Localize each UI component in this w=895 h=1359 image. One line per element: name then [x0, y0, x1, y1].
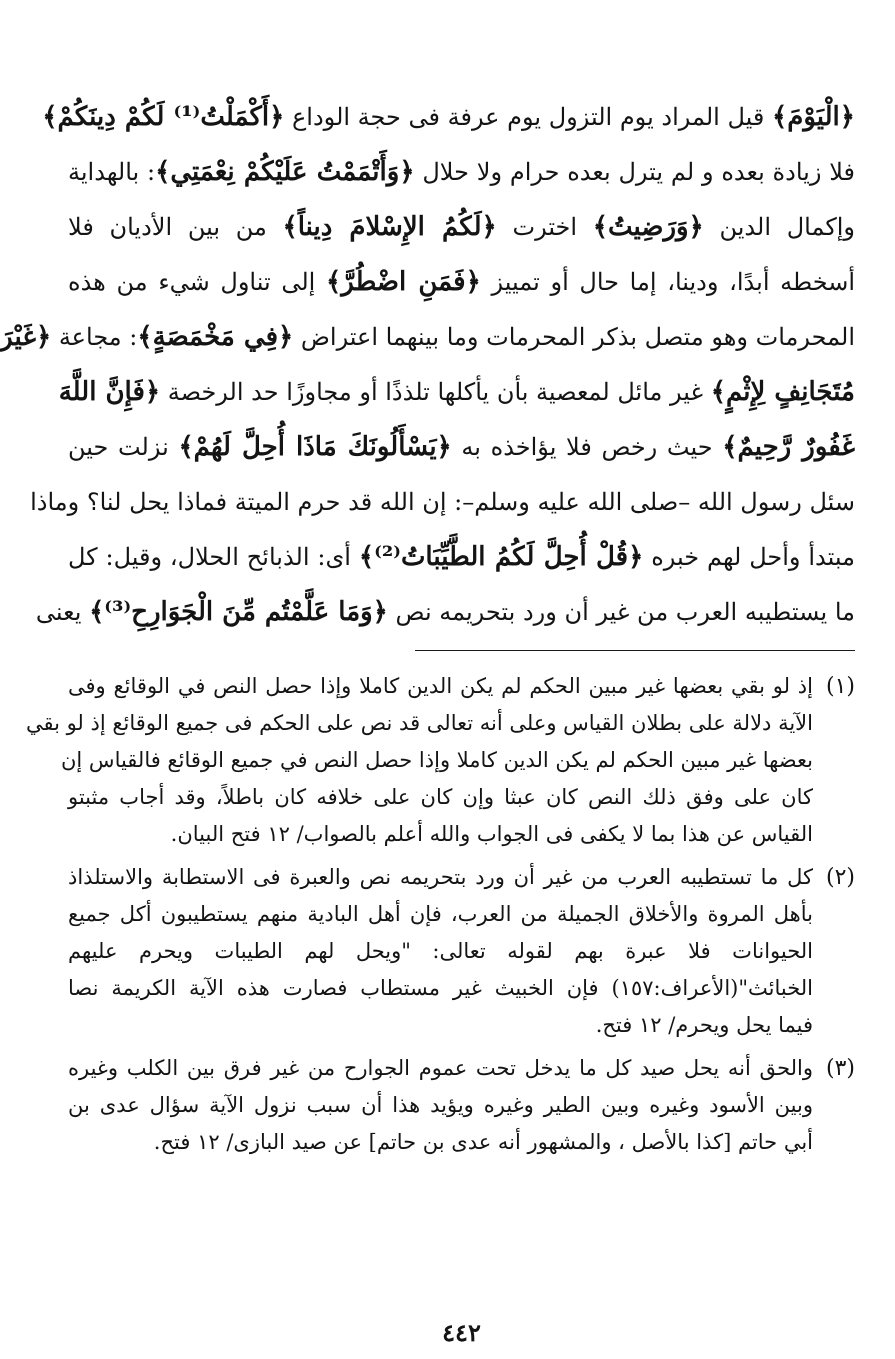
footnote-line: كان على وفق ذلك النص كان عبثا وإن كان على خلافه كان باطلاً، وقد أجاب مثبتو	[68, 785, 813, 809]
quran-quote: ﴿الْيَوْمَ﴾	[772, 102, 855, 132]
quran-quote: مُتَجَانِفٍ لِإِثْمٍ﴾	[710, 377, 855, 407]
main-text-line-8: سئل رسول الله –صلى الله عليه وسلم–: إن الله قد حرم الميتة فماذا يحل لنا؟ وماذا	[30, 488, 855, 516]
footnote-number: (٣)	[825, 1056, 855, 1081]
main-text-line-4: أسخطه أبدًا، ودينا، إما حال أو تمييز ﴿فَمَنِ اضْطُرَّ﴾ إلى تناول شيء من هذه	[68, 267, 856, 297]
footnote-line: وبين الأسود وغيره وبين الطير وغيره ويؤيد هذا أن سبب نزول الآية سؤال عدى بن	[68, 1093, 813, 1117]
footnote-line: فيما يحل ويحرم/ ١٢ فتح.	[595, 1013, 813, 1037]
quran-quote: ﴿أَكْمَلْتُ⁽¹⁾ لَكُمْ دِينَكُمْ﴾	[42, 102, 285, 132]
footnote-line: والحق أنه يحل صيد كل ما يدخل تحت عموم الجوارح من غير فرق بين الكلب وغيره	[68, 1056, 813, 1080]
main-text-line-3: وإكمال الدين ﴿وَرَضِيتُ﴾ اخترت ﴿لَكُمُ الإِسْلامَ دِيناً﴾ من بين الأديان فلا	[68, 212, 855, 242]
quran-quote: غَفُورٌ رَّحِيمٌ﴾	[722, 432, 856, 462]
main-text-block	[0, 90, 856, 640]
quran-quote: ﴿لَكُمُ الإِسْلامَ دِيناً﴾	[282, 212, 497, 242]
footnote-line: القياس عن هذا بما لا يكفى فى الجواب والله أعلم بالصواب/ ١٢ فتح البيان.	[170, 822, 813, 846]
footnote-line: بأهل المروة والأخلاق الجميلة من العرب، فإن أهل البادية منهم يستطيبون أكل جميع	[68, 902, 813, 926]
main-text-line-9: مبتدأ وأحل لهم خبره ﴿قُلْ أُحِلَّ لَكُمُ الطَّيِّبَاتُ⁽²⁾﴾ أى: الذبائح الحلال، وقيل: كل	[68, 542, 855, 572]
footnotes-block	[25, 668, 855, 1167]
footnote-line: كل ما تستطيبه العرب من غير أن ورد بتحريمه نص والعبرة فى الاستطابة والاستلذاذ	[68, 865, 813, 889]
book-page	[0, 90, 856, 1154]
main-text-line-5: المحرمات وهو متصل بذكر المحرمات وما بينهما اعتراض ﴿فِي مَخْمَصَةٍ﴾: مجاعة ﴿غَيْرَ	[0, 322, 855, 352]
quran-quote: ﴿فِي مَخْمَصَةٍ﴾	[137, 322, 294, 352]
quran-quote: ﴿قُلْ أُحِلَّ لَكُمُ الطَّيِّبَاتُ⁽²⁾﴾	[358, 542, 644, 572]
footnote-3	[68, 1050, 855, 1161]
footnote-line: بعضها غير مبين الحكم لم يكن الدين كاملا وإذا حصل النص في جميع الوقائع فالقياس إن	[61, 748, 813, 772]
footnote-number: (٢)	[825, 865, 855, 890]
footnote-line: إذ لو بقي بعضها غير مبين الحكم لم يكن الدين كاملا وإذا حصل النص في الوقائع وفى	[68, 674, 813, 698]
quran-quote: ﴿وَأَتْمَمْتُ عَلَيْكُمْ نِعْمَتِي﴾	[155, 157, 415, 187]
page-number: ٤٤٢	[442, 1318, 481, 1347]
quran-quote: ﴿فَمَنِ اضْطُرَّ﴾	[326, 267, 481, 297]
footnote-line: أبي حاتم [كذا بالأصل ، والمشهور أنه عدى بن حاتم] عن صيد البازى/ ١٢ فتح.	[153, 1130, 813, 1154]
footnote-line: الآية دلالة على بطلان القياس وعلى أنه تعالى قد نص على الحكم فى جميع الوقائع إذ لو بقي	[25, 711, 813, 735]
footnote-1	[25, 668, 855, 853]
main-text-line-6: مُتَجَانِفٍ لِإِثْمٍ﴾ غير مائل لمعصية بأن يأكلها تلذذًا أو مجاوزًا حد الرخصة ﴿فَإِنَّ اللَّهَ	[58, 377, 855, 407]
quran-quote: ﴿يَسْأَلُونَكَ مَاذَا أُحِلَّ لَهُمْ﴾	[178, 432, 452, 462]
quran-quote: ﴿وَمَا عَلَّمْتُم مِّنَ الْجَوَارِحِ⁽³⁾﴾	[89, 597, 388, 627]
footnote-2	[68, 859, 855, 1044]
footnote-line: الخبائث"(الأعراف:١٥٧) فإن الخبيث غير مستطاب فصارت هذه الآية الكريمة نصا	[68, 976, 813, 1000]
quran-quote: ﴿فَإِنَّ اللَّهَ	[58, 377, 161, 407]
main-text-line-10: ما يستطيبه العرب من غير أن ورد بتحريمه نص ﴿وَمَا عَلَّمْتُم مِّنَ الْجَوَارِحِ⁽³⁾﴾ يعنى	[35, 597, 855, 627]
quran-quote: ﴿غَيْرَ	[0, 322, 52, 352]
footnote-line: الحيوانات فلا عبرة بهم لقوله تعالى: "ويحل لهم الطيبات ويحرم عليهم	[68, 939, 813, 963]
main-text-line-1: ﴿الْيَوْمَ﴾ قيل المراد يوم التزول يوم عرفة فى حجة الوداع ﴿أَكْمَلْتُ⁽¹⁾ لَكُمْ دِينَكُمْ﴾	[42, 102, 855, 132]
footnote-number: (١)	[825, 674, 855, 699]
main-text-line-7: غَفُورٌ رَّحِيمٌ﴾ حيث رخص فلا يؤاخذه به ﴿يَسْأَلُونَكَ مَاذَا أُحِلَّ لَهُمْ﴾ نزلت حين	[68, 432, 856, 462]
main-text-line-2: فلا زيادة بعده و لم يترل بعده حرام ولا حلال ﴿وَأَتْمَمْتُ عَلَيْكُمْ نِعْمَتِي﴾: بالهداية	[68, 157, 855, 187]
quran-quote: ﴿وَرَضِيتُ﴾	[592, 212, 704, 242]
footnote-separator	[415, 650, 855, 651]
